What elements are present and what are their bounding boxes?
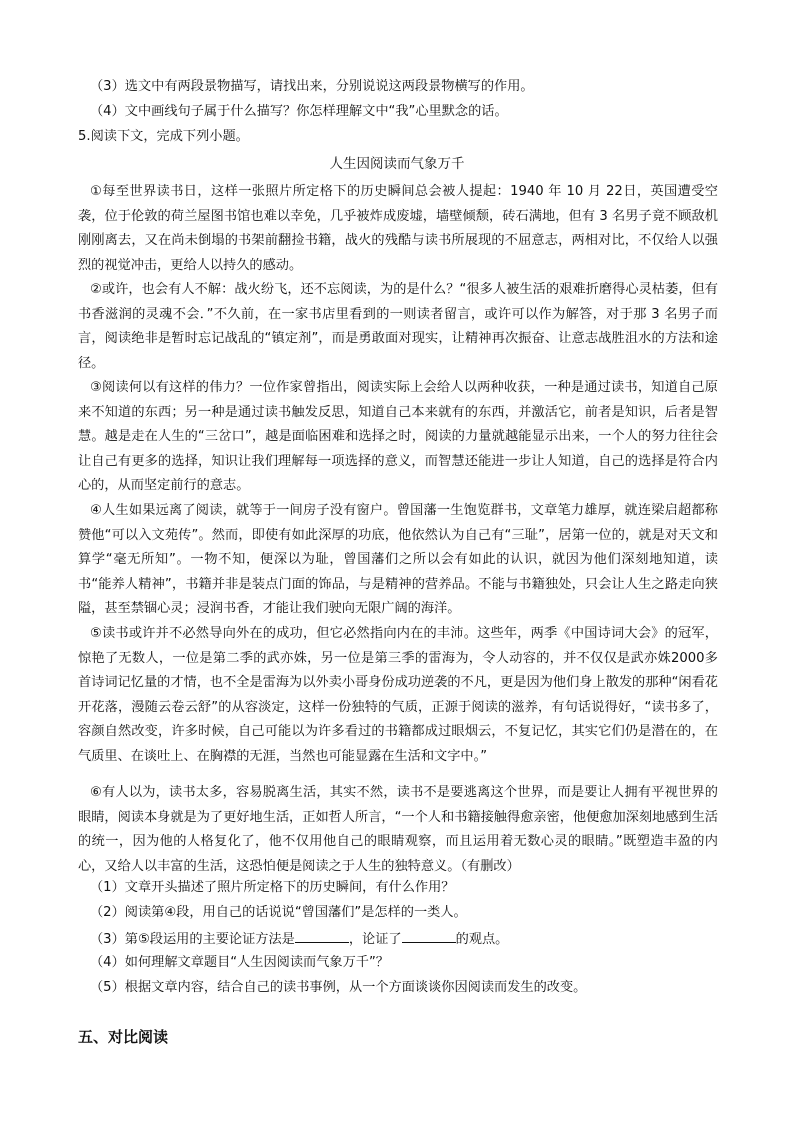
paragraph-4: ④人生如果远离了阅读，就等于一间房子没有窗户。曾国藩一生饱览群书，文章笔力雄厚，就连梁启超都称赞他“可以入文苑传”。然而，即使有如此深厚的功底，他依然认为自己有“三耻”，居第一位的，就是对天文和算学“毫无所知”。一物不知，便深以为耻，曾国藩们之所以会有如此的认识，就因为他们深刻地知道，读书“能养人精神”，书籍并非是装点门面的饰品，与是精神的营养品。不能与书籍独处，只会让人生之路走向狭隘，甚至禁锢心灵；浸润书香，才能让我们驶向无限广阔的海洋。 (78, 503, 718, 616)
paragraph-6: ⑥有人以为，读书太多，容易脱离生活，其实不然，读书不是要逃离这个世界，而是要让人拥有平视世界的眼睛，阅读本身就是为了更好地生活，正如哲人所言，“一个人和书籍接触得愈亲密，他便愈加深刻地感到生活的统一，因为他的人格复化了，他不仅用他自己的眼睛观察，而且运用着无数心灵的眼睛。”既塑造丰盈的内心，又给人以丰富的生活，这恐怕便是阅读之于人生的独特意义。（有删改） (78, 785, 718, 874)
question-3-part-c: 的观点。 (455, 932, 509, 947)
question-3-part-a: （3）第⑤段运用的主要论证方法是 (90, 932, 295, 947)
question-4-top: （4）文中画线句子属于什么描写？你怎样理解文中“我”心里默念的话。 (90, 104, 508, 119)
section-heading: 五、对比阅读 (78, 1028, 169, 1046)
answer-blank-1[interactable] (295, 928, 349, 943)
paragraph-5: ⑤读书或许并不必然导向外在的成功，但它必然指向内在的丰沛。这些年，两季《中国诗词大会》的冠军，惊艳了无数人，一位是第二季的武亦姝，另一位是第三季的雷海为，令人动容的，并不仅仅是武亦姝2000多首诗词记忆量的才情，也不全是雷海为以外卖小哥身份成功逆袭的不凡，更是因为他们身上散发的那种“闲看花开花落，漫随云卷云舒”的从容淡定，这样一份独特的气质，正源于阅读的滋养，有句话说得好，“读书多了，容颜自然改变，许多时候，自己可能以为许多看过的书籍都成过眼烟云，不复记忆，其实它们仍是潜在的，在气质里、在谈吐上、在胸襟的无涯，当然也可能显露在生活和文字中。” (78, 626, 718, 764)
question-1: （1）文章开头描述了照片所定格下的历史瞬间，有什么作用？ (90, 880, 455, 895)
question-3-part-b: ，论证了 (348, 932, 402, 947)
answer-blank-2[interactable] (402, 928, 456, 943)
article-title: 人生因阅读而气象万千 (329, 156, 465, 172)
task-instruction: 5.阅读下文，完成下列小题。 (78, 129, 249, 144)
paragraph-1: ①每至世界读书日，这样一张照片所定格下的历史瞬间总会被人提起：1940 年 10 月 22日，英国遭受空袭，位于伦敦的荷兰屋图书馆也难以幸免，几乎被炸成废墟，墙壁倾颓，砖石满地，但有 3 名男子竟不顾敌机刚刚离去，又在尚未倒塌的书架前翻捡书籍，战火的残酷与读书所展现的不屈意志，两相对比，不仅给人以强烈的视觉冲击，更给人以持久的感动。 (78, 184, 718, 273)
question-2: （2）阅读第④段，用自己的话说说“曾国藩们”是怎样的一类人。 (90, 905, 467, 920)
paragraph-2: ②或许，也会有人不解：战火纷飞，还不忘阅读，为的是什么？“很多人被生活的艰难折磨得心灵枯萎，但有书香滋润的灵魂不会．”不久前，在一家书店里看到的一则读者留言，或许可以作为解答，对于那 3 名男子而言，阅读绝非是暂时忘记战乱的“镇定剂”，而是勇敢面对现实，让精神再次振奋、让意志战胜沮水的方法和途径。 (78, 282, 718, 371)
question-3 (90, 928, 508, 950)
question-4: （4）如何理解文章题目“人生因阅读而气象万千”？ (90, 955, 389, 970)
question-5: （5）根据文章内容，结合自己的读书事例，从一个方面谈谈你因阅读而发生的改变。 (90, 980, 587, 995)
paragraph-3: ③阅读何以有这样的伟力？一位作家曾指出，阅读实际上会给人以两种收获，一种是通过读书，知道自己原来不知道的东西；另一种是通过读书触发反思，知道自己本来就有的东西，并激活它，前者是知识，后者是智慧。越是走在人生的“三岔口”，越是面临困难和选择之时，阅读的力量就越能显示出来，一个人的努力往往会让自己有更多的选择，知识让我们理解每一项选择的意义，而智慧还能进一步让人知道，自己的选择是符合内心的，从而坚定前行的意志。 (78, 380, 718, 493)
question-3-top: （3）选文中有两段景物描写，请找出来，分别说说这两段景物横写的作用。 (90, 79, 534, 94)
